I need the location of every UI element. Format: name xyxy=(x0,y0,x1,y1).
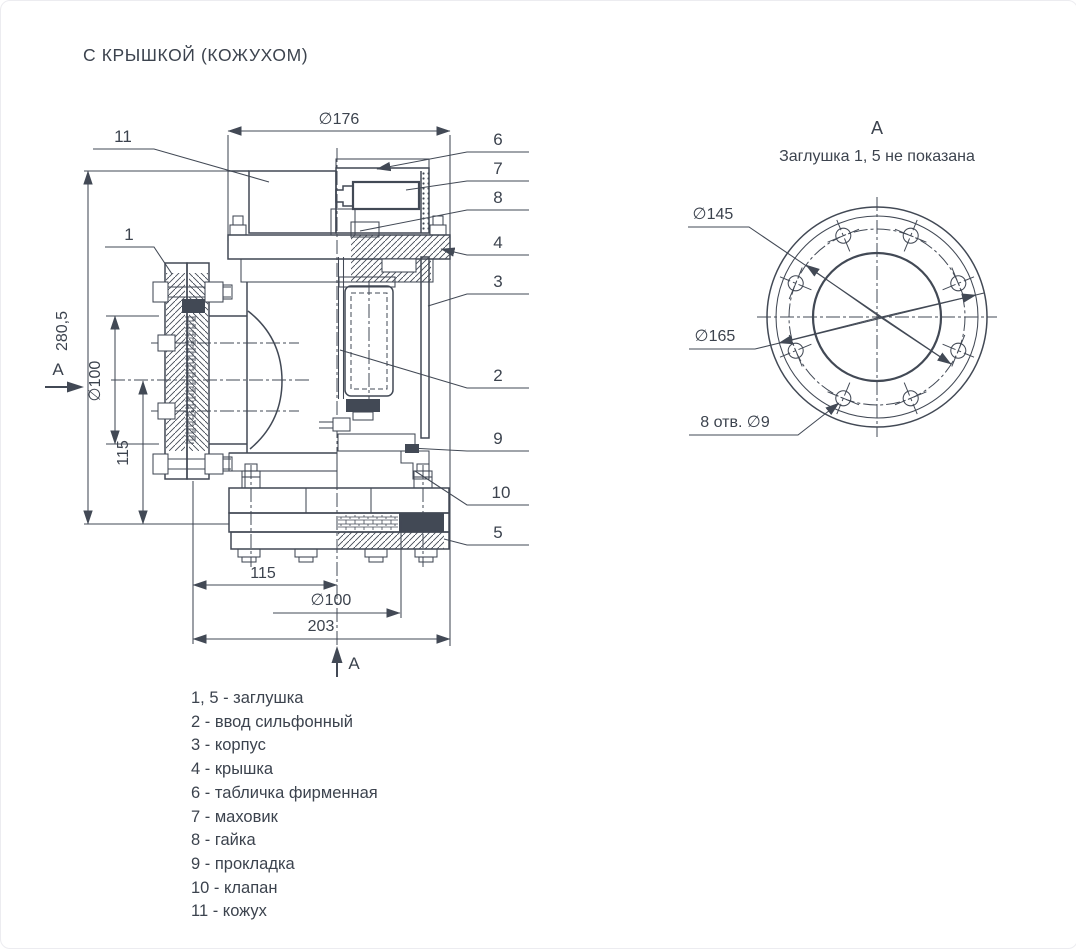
parts-legend xyxy=(191,687,378,924)
callout-8: 8 xyxy=(493,188,503,207)
dim-holes: 8 отв. ∅9 xyxy=(700,414,770,431)
bottom-flange-base xyxy=(229,453,449,562)
callout-10: 10 xyxy=(491,483,511,502)
legend-item: 2 - ввод сильфонный xyxy=(191,712,353,731)
dim-face-to-axis: 115 xyxy=(250,565,276,582)
detail-view-label: А xyxy=(870,118,884,138)
section-arrow-left xyxy=(45,360,84,393)
section-arrow-bottom xyxy=(332,646,361,677)
main-view xyxy=(45,111,529,677)
callout-11: 11 xyxy=(114,127,132,146)
legend-item: 10 - клапан xyxy=(191,878,278,897)
legend-item: 4 - крышка xyxy=(191,760,274,779)
section-label-left: А xyxy=(52,360,64,379)
body-wall-seat xyxy=(338,257,429,479)
legend-item: 11 - кожух xyxy=(191,902,267,921)
callout-5: 5 xyxy=(493,523,503,542)
bellows-unit xyxy=(319,277,395,431)
legend-item: 7 - маховик xyxy=(191,807,278,826)
callout-3: 3 xyxy=(493,272,503,291)
flange-circles xyxy=(757,197,997,437)
drawing-title: С КРЫШКОЙ (КОЖУХОМ) xyxy=(83,45,309,65)
section-label-bottom: А xyxy=(348,654,360,673)
detail-view-note: Заглушка 1, 5 не показана xyxy=(779,148,975,165)
callout-4: 4 xyxy=(493,233,503,252)
legend-item: 6 - табличка фирменная xyxy=(191,783,378,802)
legend-item: 3 - корпус xyxy=(191,736,266,755)
dim-overall-length: 203 xyxy=(307,618,335,635)
callout-9: 9 xyxy=(493,429,503,448)
valve-body xyxy=(229,282,337,453)
dim-cover-diameter: ∅176 xyxy=(318,111,360,128)
dim-bolt-circle: ∅145 xyxy=(692,206,734,223)
callout-1: 1 xyxy=(124,225,134,244)
left-blank-flange xyxy=(153,263,247,479)
dim-overall-height: 280,5 xyxy=(54,310,71,352)
dim-flange-od: ∅165 xyxy=(694,328,736,345)
callout-2: 2 xyxy=(493,366,503,385)
dim-inlet-bore: ∅100 xyxy=(87,360,104,402)
callout-7: 7 xyxy=(493,159,503,178)
legend-item: 9 - прокладка xyxy=(191,854,295,873)
dim-bottom-bore: ∅100 xyxy=(310,592,352,609)
legend-item: 1, 5 - заглушка xyxy=(191,689,304,707)
valve-structure xyxy=(153,159,450,562)
handwheel xyxy=(336,182,419,209)
technical-drawing xyxy=(1,1,1076,948)
callout-6: 6 xyxy=(493,130,503,149)
dim-axis-height: 115 xyxy=(115,440,132,466)
detail-view xyxy=(688,118,997,437)
legend-item: 8 - гайка xyxy=(191,831,256,850)
